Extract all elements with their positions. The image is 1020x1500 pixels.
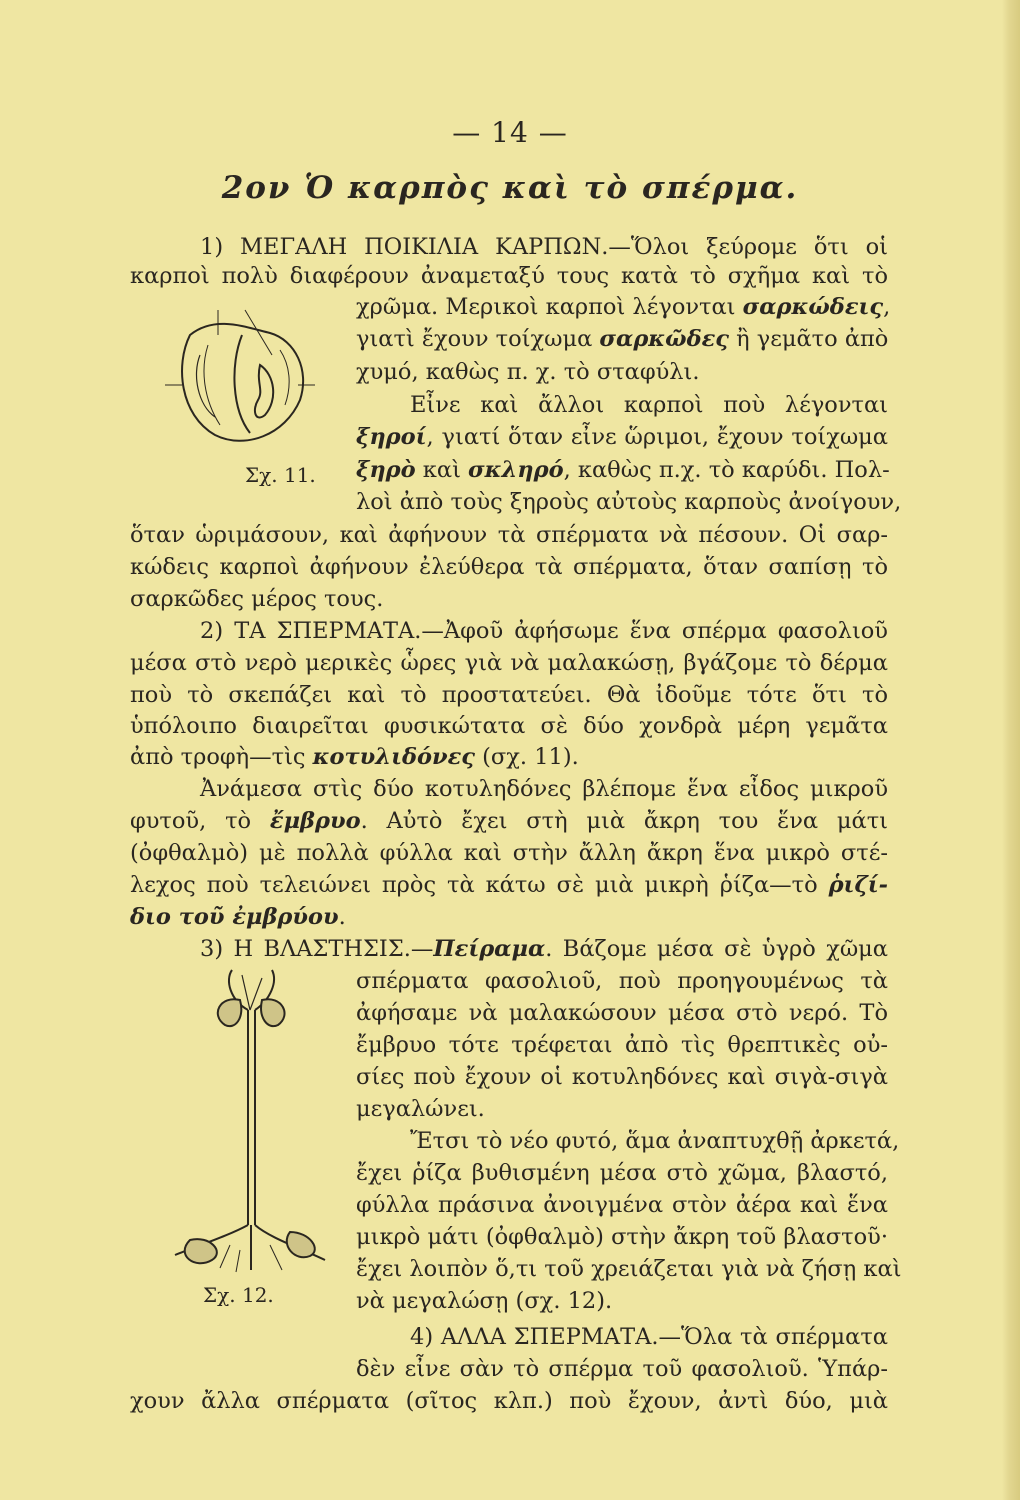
text-line: μέσα στὸ νερὸ μερικὲς ὧρες γιὰ νὰ μαλακώσῃ, βγάζομε τὸ δέρμα <box>130 650 888 676</box>
text-line: ἔχει ῥίζα βυθισμένη μέσα στὸ χῶμα, βλαστό, <box>356 1160 888 1186</box>
text-line: φύλλα πράσινα ἀνοιγμένα στὸν ἀέρα καὶ ἕνα <box>356 1192 888 1218</box>
text-line: λοὶ ἀπὸ τοὺς ξηροὺς αὐτοὺς καρποὺς ἀνοίγουν, <box>356 489 902 515</box>
text-line: ποὺ τὸ σκεπάζει καὶ τὸ προστατεύει. Θὰ ἰδοῦμε τότε ὅτι τὸ <box>130 682 888 708</box>
text-line: χυμό, καθὼς π. χ. τὸ σταφύλι. <box>356 359 700 385</box>
text-line: 1) ΜΕΓΑΛΗ ΠΟΙΚΙΛΙΑ ΚΑΡΠΩΝ.—Ὅλοι ξεύρομε ὅτι οἱ <box>200 234 888 260</box>
text-line: 4) ΑΛΛΑ ΣΠΕΡΜΑΤΑ.—Ὅλα τὰ σπέρματα <box>410 1324 888 1350</box>
text-line: ἀφήσαμε νὰ μαλακώσουν μέσα στὸ νερό. Τὸ <box>356 1000 888 1026</box>
text-line: ὑπόλοιπο διαιρεῖται φυσικώτατα σὲ δύο χονδρὰ μέρη γεμᾶτα <box>130 713 888 739</box>
chapter-heading: 2ον Ὁ καρπὸς καὶ τὸ σπέρμα. <box>221 170 799 206</box>
text-line: Εἶνε καὶ ἄλλοι καρποὶ ποὺ λέγονται <box>410 392 888 418</box>
page-number: — 14 — <box>452 116 568 149</box>
text-line: ξηροί, γιατί ὅταν εἶνε ὥριμοι, ἔχουν τοίχωμα <box>356 424 888 450</box>
text-line: νὰ μεγαλώσῃ (σχ. 12). <box>356 1288 613 1314</box>
text-line: 3) Η ΒΛΑΣΤΗΣΙΣ.—Πείραμα. Βάζομε μέσα σὲ ὑγρὸ χῶμα <box>200 936 888 962</box>
text-line: σίες ποὺ ἔχουν οἱ κοτυληδόνες καὶ σιγὰ-σιγὰ <box>356 1064 888 1090</box>
text-line: Ἀνάμεσα στὶς δύο κοτυληδόνες βλέπομε ἕνα εἶδος μικροῦ <box>200 776 888 802</box>
text-line: Ἔτσι τὸ νέο φυτό, ἅμα ἀναπτυχθῇ ἀρκετά, <box>410 1128 900 1154</box>
text-line: λεχος ποὺ τελειώνει πρὸς τὰ κάτω σὲ μιὰ μικρὴ ῥίζα—τὸ ῥιζί- <box>130 872 888 898</box>
text-line: φυτοῦ, τὸ ἔμβρυο. Αὐτὸ ἔχει στὴ μιὰ ἄκρη του ἕνα μάτι <box>130 808 888 834</box>
text-line: ὅταν ὡριμάσουν, καὶ ἀφήνουν τὰ σπέρματα νὰ πέσουν. Οἱ σαρ- <box>130 522 888 548</box>
text-line: μικρὸ μάτι (ὀφθαλμὸ) στὴν ἄκρη τοῦ βλαστοῦ· <box>356 1224 888 1250</box>
figure-12-caption: Σχ. 12. <box>203 1283 274 1307</box>
text-line: ἀπὸ τροφὴ—τὶς κοτυλιδόνες (σχ. 11). <box>130 744 579 770</box>
text-line: δὲν εἶνε σὰν τὸ σπέρμα τοῦ φασολιοῦ. Ὑπάρ- <box>356 1356 888 1382</box>
text-line: γιατὶ ἔχουν τοίχωμα σαρκῶδες ἢ γεμᾶτο ἀπὸ <box>356 326 889 352</box>
text-line: σαρκῶδες μέρος τους. <box>130 586 384 612</box>
page-edge <box>1002 0 1020 1500</box>
text-line: χρῶμα. Μερικοὶ καρποὶ λέγονται σαρκώδεις, <box>356 294 891 320</box>
figure-11-bean-seed <box>160 305 320 455</box>
text-line: ἔμβρυο τότε τρέφεται ἀπὸ τὶς θρεπτικὲς οὐ- <box>356 1032 888 1058</box>
figure-11-caption: Σχ. 11. <box>245 463 316 487</box>
text-line: καρποὶ πολὺ διαφέρουν ἀναμεταξύ τους κατὰ τὸ σχῆμα καὶ τὸ <box>130 263 888 289</box>
text-line: κώδεις καρποὶ ἀφήνουν ἐλεύθερα τὰ σπέρματα, ὅταν σαπίσῃ τὸ <box>130 554 888 580</box>
text-line: μεγαλώνει. <box>356 1096 485 1122</box>
text-line: 2) ΤΑ ΣΠΕΡΜΑΤΑ.—Ἀφοῦ ἀφήσωμε ἕνα σπέρμα φασολιοῦ <box>200 618 888 644</box>
text-line: διο τοῦ ἐμβρύου. <box>130 904 346 930</box>
text-line: σπέρματα φασολιοῦ, ποὺ προηγουμένως τὰ <box>356 968 888 994</box>
figure-12-seedling <box>170 970 330 1275</box>
text-line: χουν ἄλλα σπέρματα (σῖτος κλπ.) ποὺ ἔχουν, ἀντὶ δύο, μιὰ <box>130 1388 888 1414</box>
text-line: ξηρὸ καὶ σκληρό, καθὼς π.χ. τὸ καρύδι. Πολ- <box>356 457 890 483</box>
text-line: (ὀφθαλμὸ) μὲ πολλὰ φύλλα καὶ στὴν ἄλλη ἄκρη ἕνα μικρὸ στέ- <box>130 840 888 866</box>
text-line: ἔχει λοιπὸν ὅ,τι τοῦ χρειάζεται γιὰ νὰ ζήσῃ καὶ <box>356 1256 902 1282</box>
